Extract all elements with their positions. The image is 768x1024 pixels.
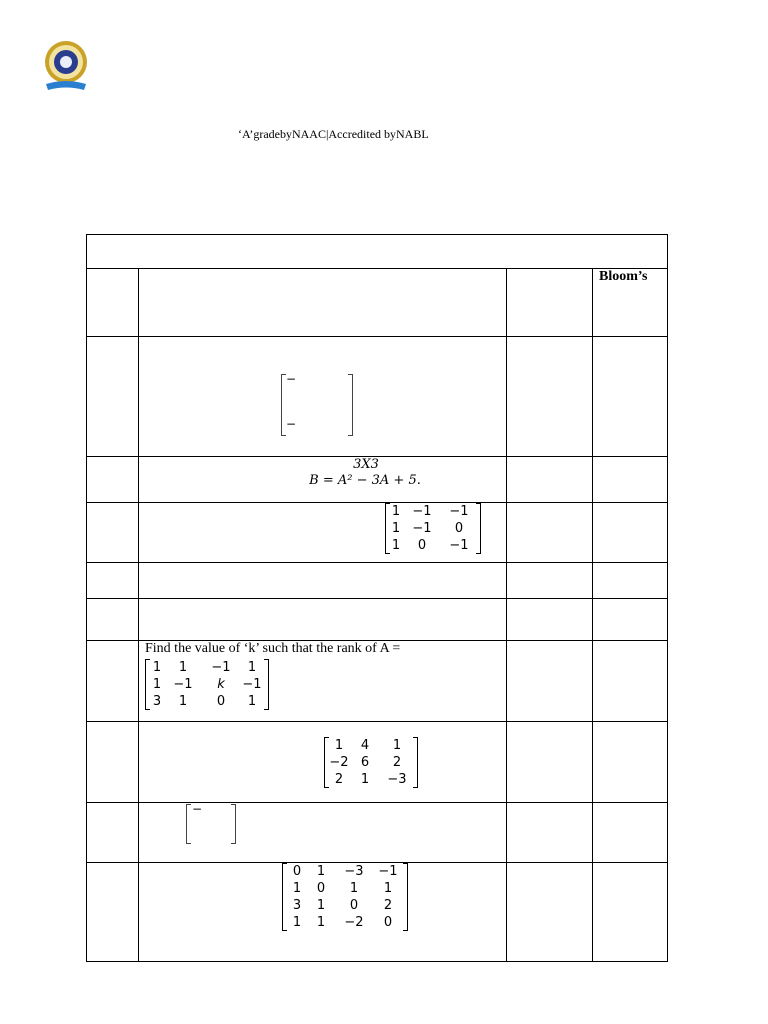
matrix-4x4-cell: −2	[344, 915, 364, 930]
eigen-matrix-cell: −3	[387, 772, 407, 787]
matrix-dash-bottom: −	[286, 417, 297, 431]
matrix-4x4-cell: 0	[316, 881, 326, 896]
matrix-3x3-cell: 0	[417, 538, 427, 553]
matrix-4x4-cell: 0	[383, 915, 393, 930]
matrix-4x4-cell: 1	[292, 881, 302, 896]
matrix-4x4-cell: 1	[349, 881, 359, 896]
eigen-matrix-cell: 2	[392, 755, 402, 770]
eigen-matrix	[329, 737, 413, 788]
rank-matrix-cell: −1	[173, 677, 193, 692]
matrix-3x3-cell: −1	[449, 504, 469, 519]
blooms-header: Bloom’s	[599, 269, 648, 284]
rank-matrix-cell: 1	[247, 660, 257, 675]
matrix-3x3-cell: 0	[454, 521, 464, 536]
matrix-4x4-cell: 1	[292, 915, 302, 930]
small-matrix-dash: −	[192, 802, 203, 816]
eigen-matrix-cell: 4	[360, 738, 370, 753]
rank-matrix-cell: 1	[247, 694, 257, 709]
matrix-4x4-cell: 1	[316, 915, 326, 930]
matrix-4x4-cell: 0	[292, 864, 302, 879]
matrix-3x3-cell: −1	[449, 538, 469, 553]
eigen-matrix-cell: 2	[334, 772, 344, 787]
small-matrix-right-bracket	[231, 804, 236, 844]
matrix-equation: B = A² − 3A + 5.	[309, 473, 421, 488]
eigen-matrix-cell: 1	[360, 772, 370, 787]
matrix-4x4-cell: 2	[383, 898, 393, 913]
matrix-3x3-cell: 1	[391, 521, 401, 536]
institution-logo	[42, 40, 90, 92]
question-matrix-3x3	[390, 503, 476, 554]
matrix-4x4	[287, 863, 403, 931]
rank-matrix-cell: 3	[152, 694, 162, 709]
matrix-right-bracket	[348, 374, 353, 436]
matrix-dash-top: −	[286, 372, 297, 386]
rank-matrix-cell: −1	[211, 660, 231, 675]
question-table	[86, 234, 668, 962]
matrix-3x3-cell: 1	[391, 504, 401, 519]
matrix-4x4-cell: −3	[344, 864, 364, 879]
matrix-4x4-cell: 1	[316, 864, 326, 879]
matrix-4x4-cell: 1	[383, 881, 393, 896]
rank-matrix-cell: 1	[152, 677, 162, 692]
matrix-3x3-cell: −1	[412, 504, 432, 519]
eigen-matrix-cell: −2	[329, 755, 349, 770]
matrix-4x4-cell: −1	[378, 864, 398, 879]
matrix-4x4-cell: 1	[316, 898, 326, 913]
matrix-4x4-cell: 3	[292, 898, 302, 913]
rank-matrix-cell: 1	[178, 694, 188, 709]
eigen-matrix-cell: 1	[392, 738, 402, 753]
small-matrix-left-bracket	[186, 804, 191, 844]
eigen-matrix-cell: 1	[334, 738, 344, 753]
matrix-order: 3X3	[353, 457, 379, 472]
rank-matrix-cell: 1	[178, 660, 188, 675]
rank-matrix	[150, 659, 264, 710]
accreditation-tagline: ‘A’gradebyNAAC|Accredited byNABL	[238, 127, 429, 141]
matrix-3x3-cell: 1	[391, 538, 401, 553]
matrix-4x4-cell: 0	[349, 898, 359, 913]
rank-matrix-cell: 0	[216, 694, 226, 709]
rank-matrix-cell: 1	[152, 660, 162, 675]
eigen-matrix-cell: 6	[360, 755, 370, 770]
rank-question-text: Find the value of ‘k’ such that the rank of A =	[145, 641, 401, 656]
rank-matrix-cell: k	[217, 677, 225, 692]
rank-matrix-cell: −1	[242, 677, 262, 692]
matrix-3x3-cell: −1	[412, 521, 432, 536]
